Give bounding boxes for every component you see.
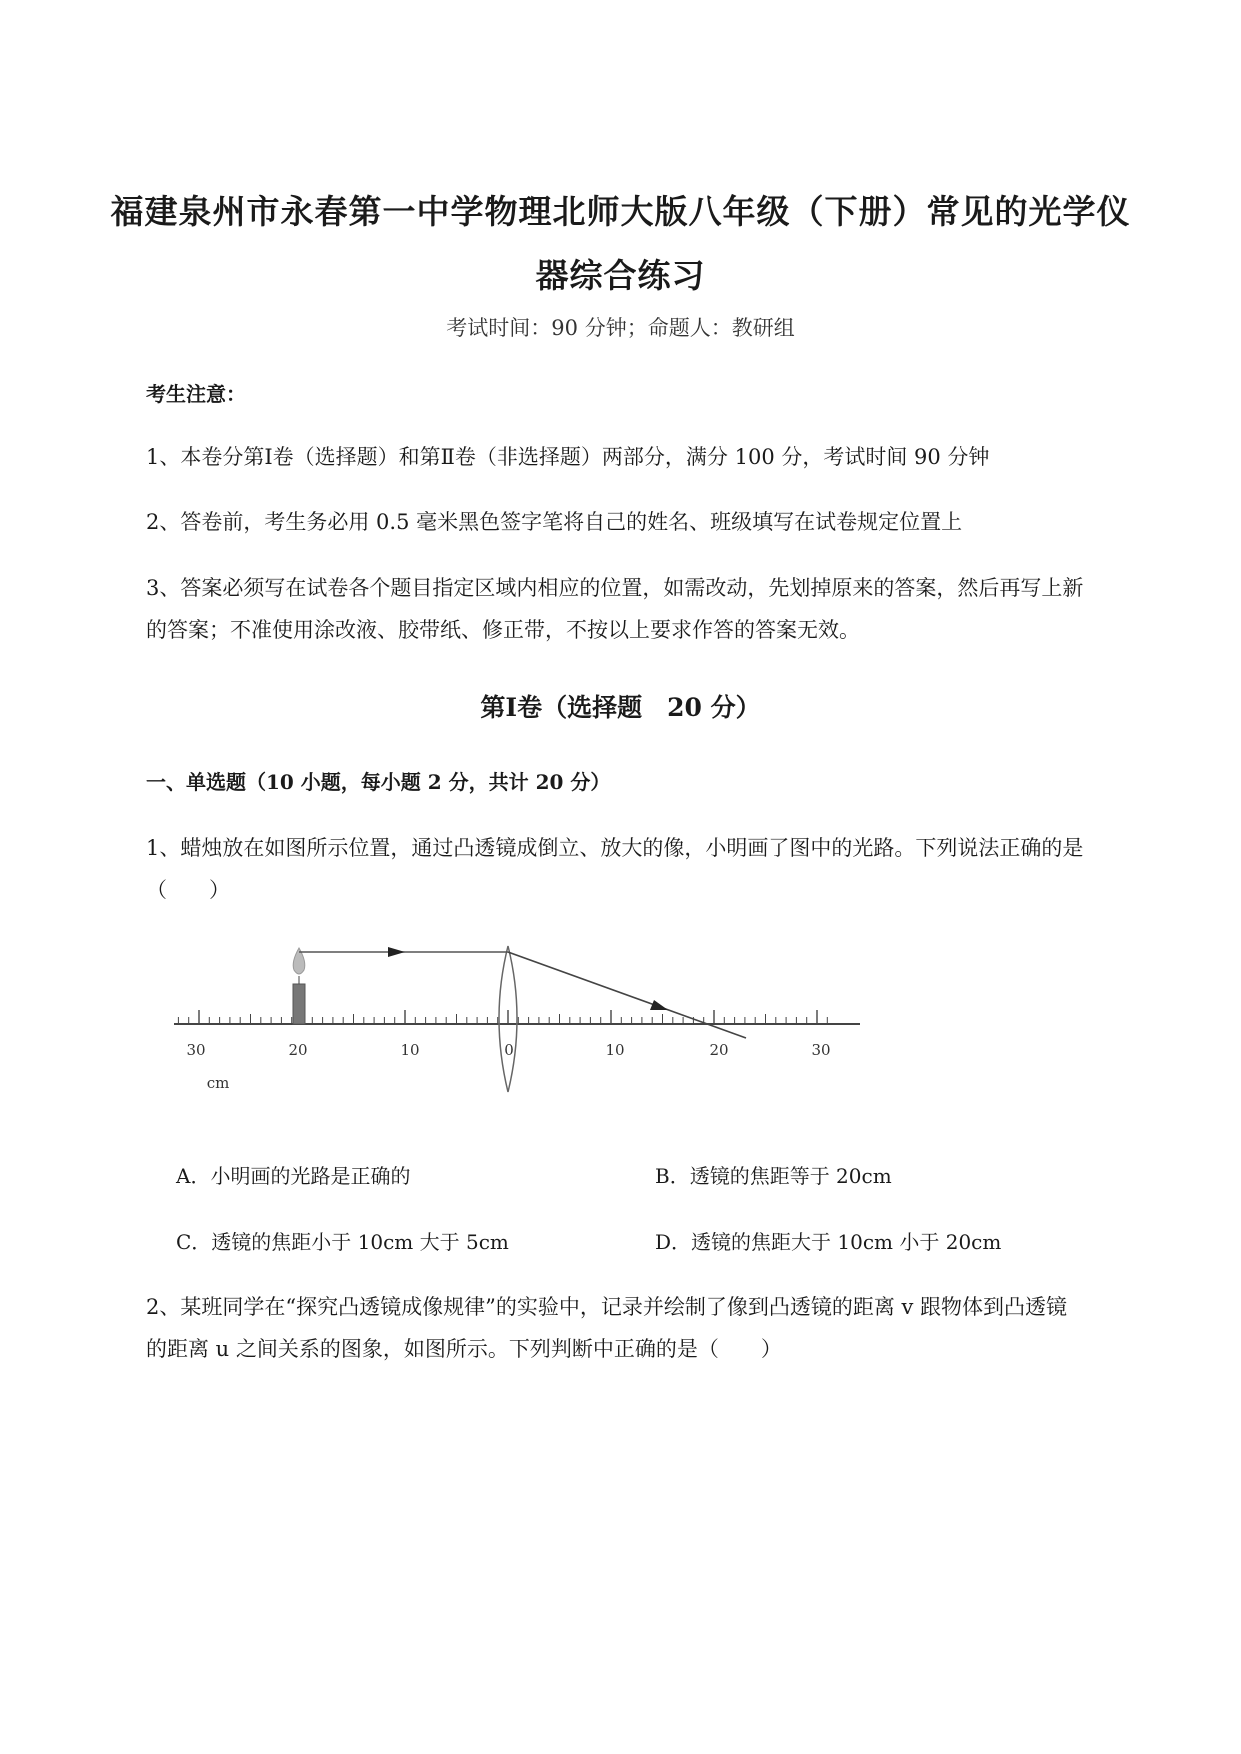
- notice-item-1: 1、本卷分第Ⅰ卷（选择题）和第Ⅱ卷（非选择题）两部分，满分 100 分，考试时间 90 分钟: [146, 445, 990, 469]
- tick-label-0: 0: [504, 1041, 514, 1059]
- tick-label-right-20: 20: [709, 1041, 729, 1059]
- ruler-tick-labels: [186, 1041, 830, 1092]
- q1-option-b[interactable]: B．透镜的焦距等于 20cm: [655, 1164, 892, 1188]
- doc-title-line2: 器综合练习: [535, 256, 706, 295]
- doc-title-line1: 福建泉州市永春第一中学物理北师大版八年级（下册）常见的光学仪: [110, 192, 1131, 231]
- q1-option-a[interactable]: A．小明画的光路是正确的: [176, 1164, 411, 1188]
- exam-meta: 考试时间：90 分钟；命题人：教研组: [446, 316, 795, 340]
- section-heading: 一、单选题（10 小题，每小题 2 分，共计 20 分）: [146, 770, 611, 794]
- tick-label-right-10: 10: [605, 1041, 625, 1059]
- notice-item-2: 2、答卷前，考生务必用 0.5 毫米黑色签字笔将自己的姓名、班级填写在试卷规定位置上: [146, 510, 963, 534]
- tick-label-left-10: 10: [400, 1041, 420, 1059]
- candle-body: [293, 984, 305, 1024]
- notice-item-3-line1: 3、答案必须写在试卷各个题目指定区域内相应的位置，如需改动，先划掉原来的答案，然后再写上新: [146, 576, 1084, 600]
- q2-stem-line2: 的距离 u 之间关系的图象，如图所示。下列判断中正确的是（ ）: [146, 1337, 782, 1361]
- ray-refracted: [508, 952, 746, 1038]
- candle: [293, 948, 305, 1024]
- notice-item-3-line2: 的答案；不准使用涂改液、胶带纸、修正带，不按以上要求作答的答案无效。: [146, 618, 860, 642]
- tick-label-left-30: 30: [186, 1041, 206, 1059]
- notice-heading: 考生注意：: [146, 382, 246, 406]
- tick-label-right-30: 30: [811, 1041, 831, 1059]
- ray-refracted-arrow: [650, 1000, 668, 1010]
- q1-stem-line1: 1、蜡烛放在如图所示位置，通过凸透镜成倒立、放大的像，小明画了图中的光路。下列说法正确的是: [146, 836, 1084, 860]
- q1-option-c[interactable]: C．透镜的焦距小于 10cm 大于 5cm: [176, 1230, 509, 1254]
- ray-incident-arrow: [388, 947, 405, 957]
- tick-label-left-20: 20: [288, 1041, 308, 1059]
- ruler-ticks: [178, 1010, 827, 1024]
- q1-option-d[interactable]: D．透镜的焦距大于 10cm 小于 20cm: [655, 1230, 1002, 1254]
- unit-label: cm: [206, 1074, 230, 1092]
- q2-stem-line1: 2、某班同学在“探究凸透镜成像规律”的实验中，记录并绘制了像到凸透镜的距离 v 跟物体到凸透镜: [146, 1295, 1068, 1319]
- part1-title: 第Ⅰ卷（选择题 20 分）: [480, 693, 761, 722]
- q1-stem-line2: （ ）: [146, 878, 230, 902]
- q1-lens-figure: [160, 930, 880, 1115]
